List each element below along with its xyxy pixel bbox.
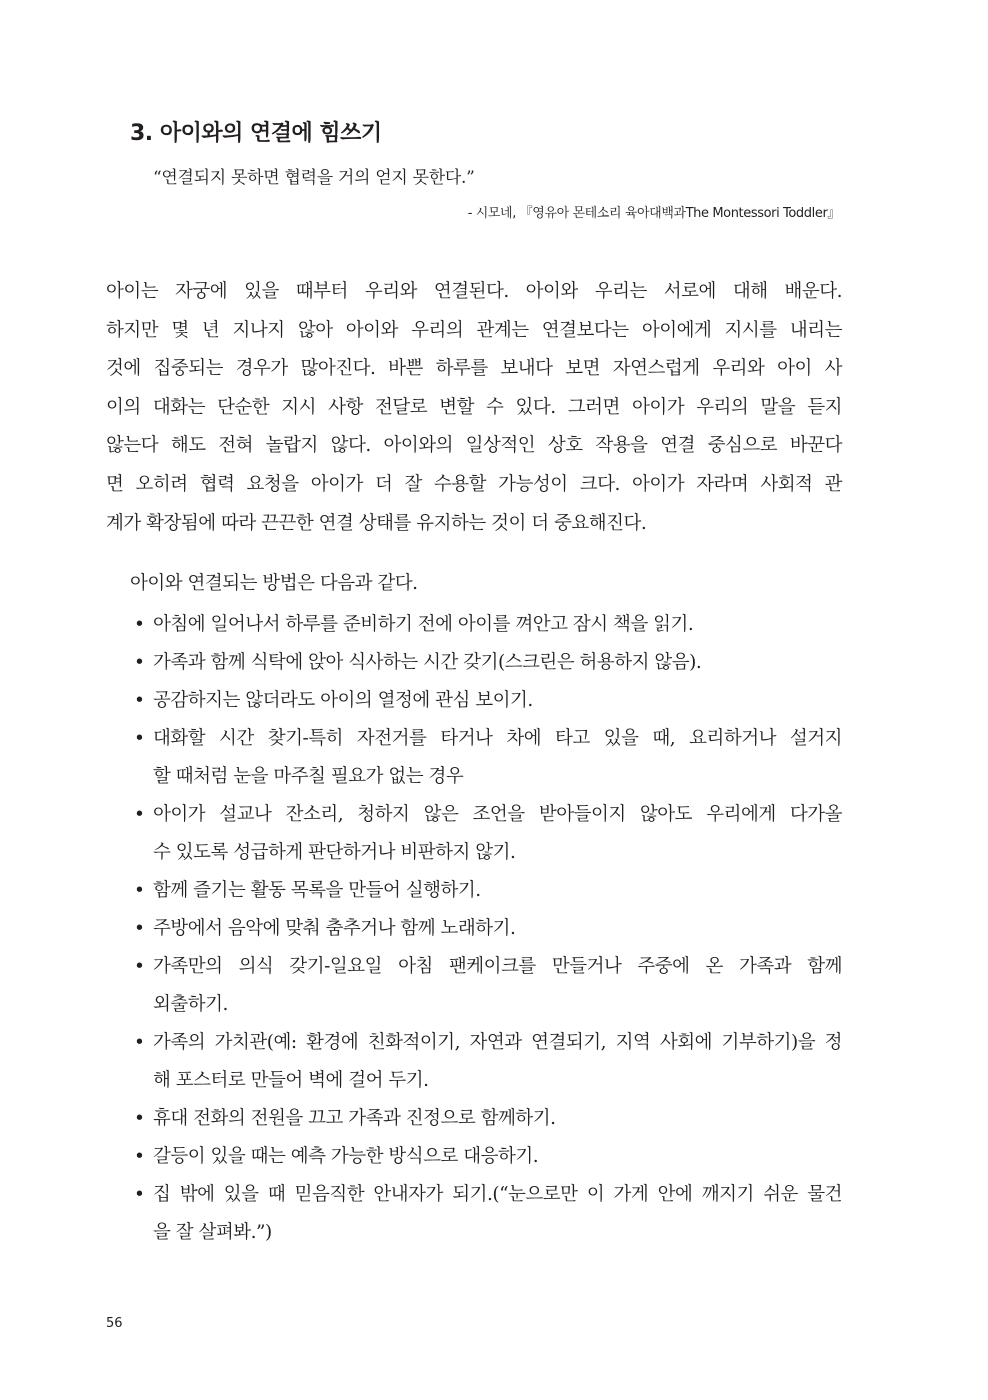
list-item-text: 수 있도록 성급하게 판단하거나 비판하지 않기.: [153, 842, 516, 863]
list-item: [130, 644, 842, 682]
list-item: [130, 682, 842, 720]
bullet-dot-icon: •: [134, 728, 145, 749]
list-item-text: 을 잘 살펴봐.”): [153, 1222, 272, 1243]
list-item-text: 집 밖에 있을 때 믿음직한 안내자가 되기.(“눈으로만 이 가게 안에 깨지기 쉬운 물건: [153, 1184, 842, 1205]
section-title: 3. 아이와의 연결에 힘쓰기: [130, 121, 382, 146]
list-item: [130, 1176, 842, 1252]
list-item-text: 휴대 전화의 전원을 끄고 가족과 진정으로 함께하기.: [153, 1108, 556, 1129]
list-item-text: 외출하기.: [153, 994, 228, 1015]
list-item-text: 주방에서 음악에 맞춰 춤추거나 함께 노래하기.: [153, 918, 516, 939]
connection-methods-list: [130, 606, 842, 1252]
paragraph-line: 아이는 자궁에 있을 때부터 우리와 연결된다. 아이와 우리는 서로에 대해 배운다.: [106, 281, 842, 302]
bullet-dot-icon: •: [134, 1146, 145, 1167]
list-item-text: 가족의 가치관(예: 환경에 친화적이기, 자연과 연결되기, 지역 사회에 기부하기)을 정: [153, 1032, 842, 1053]
list-item: [130, 910, 842, 948]
body-paragraph: [106, 273, 842, 543]
list-item: [130, 720, 842, 796]
list-item: [130, 606, 842, 644]
list-item-text: 대화할 시간 찾기-특히 자전거를 타거나 차에 타고 있을 때, 요리하거나 설거지: [153, 728, 842, 749]
epigraph-source: - 시모네, 『영유아 몬테소리 육아대백과The Montessori Toddler』: [467, 206, 840, 221]
paragraph-line: 면 오히려 협력 요청을 아이가 더 잘 수용할 가능성이 크다. 아이가 자라며 사회적 관: [106, 473, 842, 495]
page-number: 56: [106, 1316, 123, 1331]
paragraph-line: 계가 확장됨에 따라 끈끈한 연결 상태를 유지하는 것이 더 중요해진다.: [106, 512, 647, 534]
epigraph-quote: “연결되지 못하면 협력을 거의 얻지 못한다.”: [153, 168, 475, 188]
bullet-dot-icon: •: [134, 880, 145, 901]
list-item: [130, 872, 842, 910]
paragraph-line: 하지만 몇 년 지나지 않아 아이와 우리의 관계는 연결보다는 아이에게 지시를 내리는: [106, 319, 842, 341]
paragraph-line: 않는다 해도 전혀 놀랍지 않다. 아이와의 일상적인 상호 작용을 연결 중심으로 바꾼다: [106, 435, 842, 457]
list-item-text: 갈등이 있을 때는 예측 가능한 방식으로 대응하기.: [153, 1146, 539, 1167]
paragraph-line: 이의 대화는 단순한 지시 사항 전달로 변할 수 있다. 그러면 아이가 우리의 말을 듣지: [106, 396, 842, 418]
list-item-text: 가족만의 의식 갖기-일요일 아침 팬케이크를 만들거나 주중에 온 가족과 함께: [153, 956, 842, 977]
bullet-dot-icon: •: [134, 918, 145, 939]
bullet-dot-icon: •: [134, 804, 145, 825]
bullet-dot-icon: •: [134, 690, 145, 711]
list-item: [130, 1024, 842, 1100]
paragraph-line: 것에 집중되는 경우가 많아진다. 바쁜 하루를 보내다 보면 자연스럽게 우리와 아이 사: [106, 358, 842, 380]
bullet-dot-icon: •: [134, 1184, 145, 1205]
list-item-text: 할 때처럼 눈을 마주칠 필요가 없는 경우: [153, 766, 464, 787]
list-item-text: 함께 즐기는 활동 목록을 만들어 실행하기.: [153, 880, 481, 901]
list-intro: 아이와 연결되는 방법은 다음과 같다.: [130, 573, 418, 594]
list-item: [130, 1100, 842, 1138]
bullet-dot-icon: •: [134, 1108, 145, 1129]
bullet-dot-icon: •: [134, 614, 145, 635]
list-item: [130, 1138, 842, 1176]
list-item: [130, 948, 842, 1024]
list-item-text: 아이가 설교나 잔소리, 청하지 않은 조언을 받아들이지 않아도 우리에게 다가올: [153, 804, 842, 825]
list-item-text: 해 포스터로 만들어 벽에 걸어 두기.: [153, 1070, 429, 1091]
list-item: [130, 796, 842, 872]
bullet-dot-icon: •: [134, 652, 145, 673]
list-item-text: 공감하지는 않더라도 아이의 열정에 관심 보이기.: [153, 690, 533, 711]
list-item-text: 가족과 함께 식탁에 앉아 식사하는 시간 갖기(스크린은 허용하지 않음).: [153, 652, 702, 673]
list-item-text: 아침에 일어나서 하루를 준비하기 전에 아이를 껴안고 잠시 책을 읽기.: [153, 614, 694, 635]
bullet-dot-icon: •: [134, 1032, 145, 1053]
bullet-dot-icon: •: [134, 956, 145, 977]
